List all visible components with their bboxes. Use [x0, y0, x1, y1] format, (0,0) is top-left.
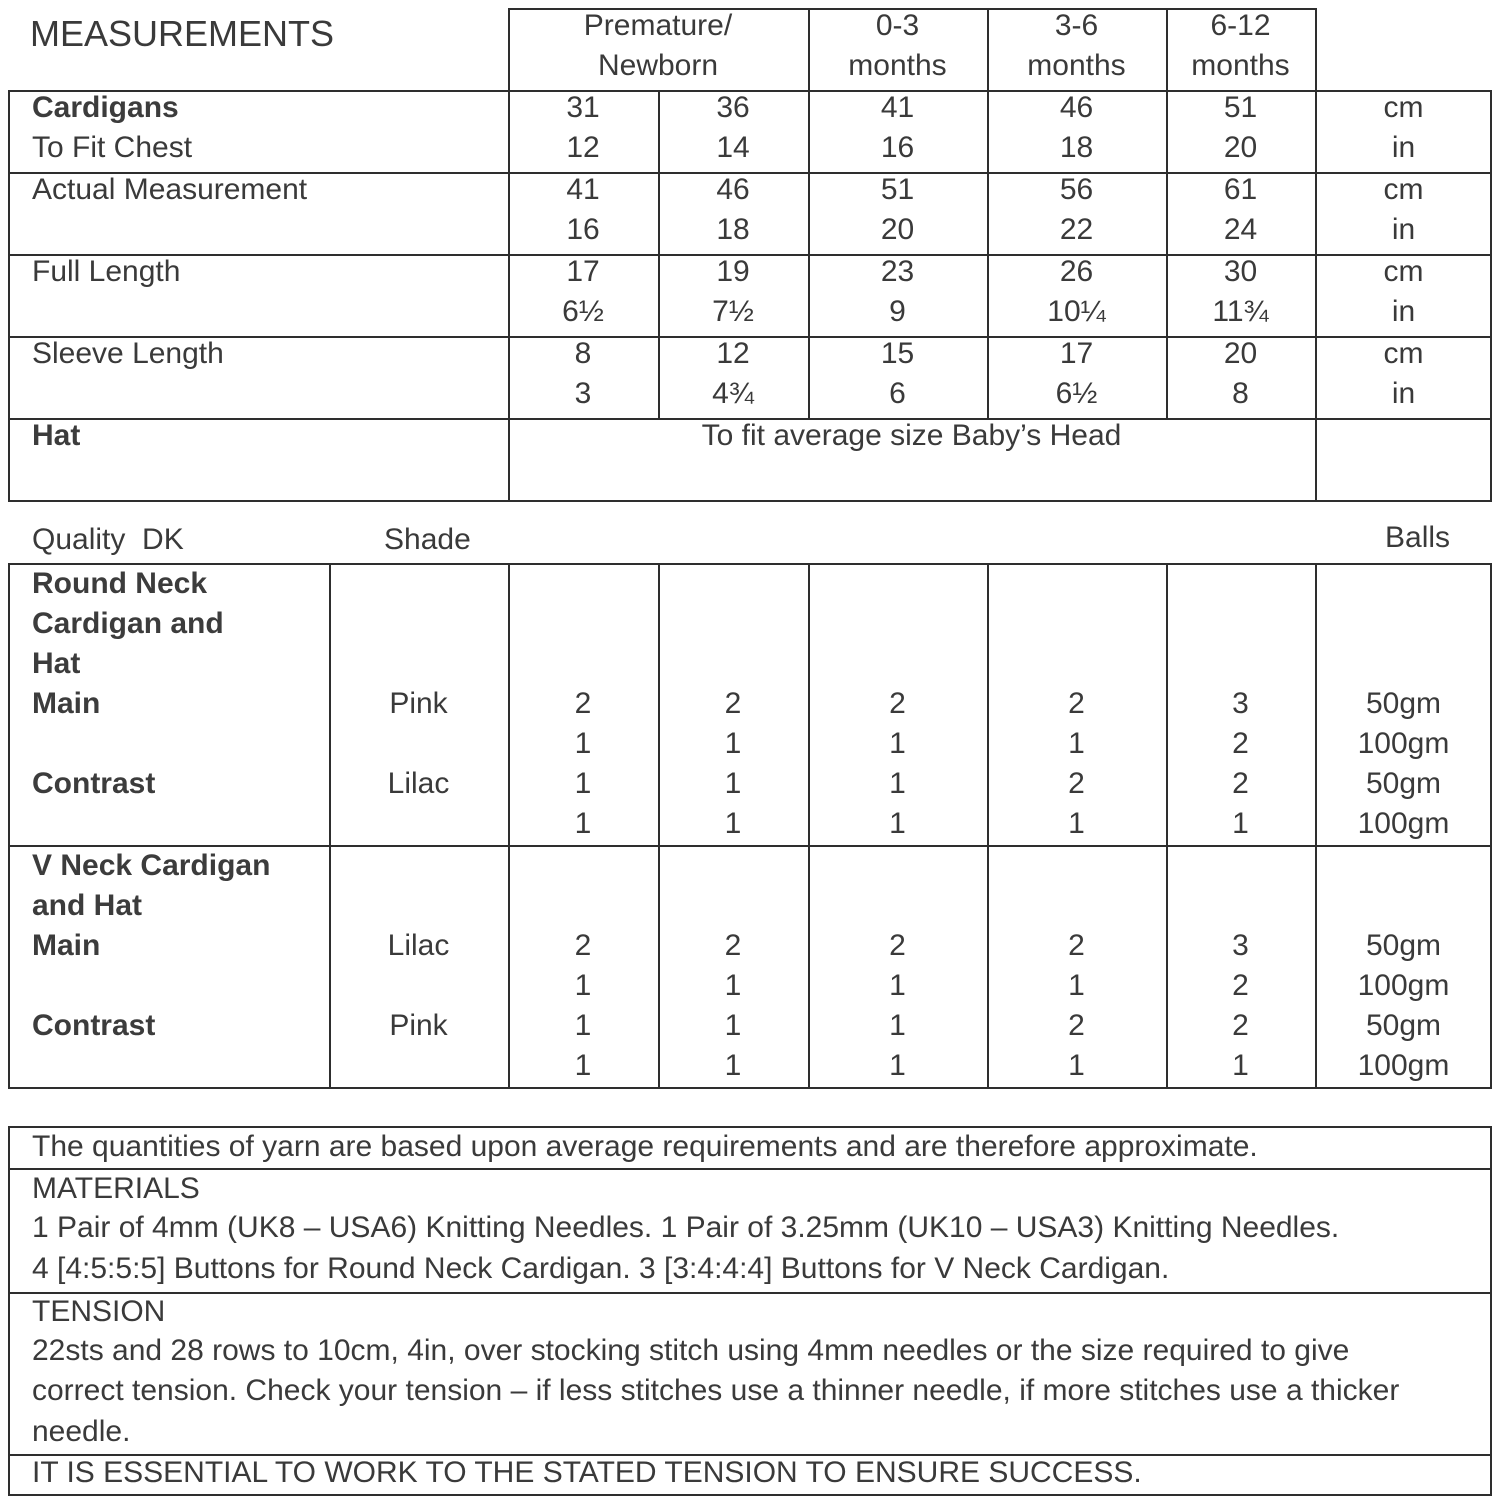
measurement-cm: 51 [1223, 91, 1258, 124]
measurement-cm: 31 [566, 91, 600, 124]
ball-count: 1 [724, 767, 742, 800]
measurement-cm: 12 [716, 337, 750, 370]
measurement-cm: 19 [716, 255, 750, 288]
materials-line: 1 Pair of 4mm (UK8 – USA6) Knitting Needles. 1 Pair of 3.25mm (UK10 – USA3) Knitting Needles. [32, 1211, 1340, 1244]
main-label: Main [32, 687, 101, 720]
section-title: and Hat [32, 889, 143, 922]
measurement-cm: 20 [1223, 337, 1258, 370]
ball-count: 1 [889, 727, 906, 760]
ball-count: 2 [1068, 929, 1085, 962]
measurement-cm: 17 [1059, 337, 1094, 370]
ball-count: 1 [574, 767, 592, 800]
measurement-in: 18 [716, 213, 750, 246]
row-sublabel: To Fit Chest [32, 131, 193, 164]
measurement-cm: 51 [880, 173, 915, 206]
shade-label: Shade [384, 523, 471, 556]
measurement-in: 6 [889, 377, 906, 410]
measurement-in: 7½ [712, 295, 754, 328]
unit-in: in [1391, 377, 1416, 410]
essential-note: IT IS ESSENTIAL TO WORK TO THE STATED TENSION TO ENSURE SUCCESS. [32, 1456, 1142, 1489]
measurement-in: 20 [880, 213, 915, 246]
unit-in: in [1391, 131, 1416, 164]
row-label: Cardigans [32, 91, 179, 124]
ball-weight: 100gm [1357, 807, 1450, 840]
hat-text: To fit average size Baby’s Head [701, 419, 1122, 452]
size-header: Newborn [597, 49, 719, 82]
materials-title: MATERIALS [32, 1172, 200, 1205]
measurement-cm: 46 [1059, 91, 1094, 124]
section-title: Cardigan and [32, 607, 224, 640]
unit-cm: cm [1383, 255, 1424, 288]
ball-count: 1 [724, 727, 742, 760]
measurement-in: 6½ [1055, 377, 1098, 410]
ball-count: 2 [1068, 1009, 1085, 1042]
ball-count: 2 [574, 929, 592, 962]
ball-count: 1 [889, 807, 906, 840]
measurement-cm: 41 [566, 173, 600, 206]
measurement-cm: 26 [1059, 255, 1094, 288]
size-header: months [1191, 49, 1290, 82]
ball-count: 1 [1068, 1049, 1085, 1082]
main-shade: Pink [389, 687, 448, 720]
section-title: V Neck Cardigan [32, 849, 271, 882]
ball-count: 1 [574, 807, 592, 840]
ball-weight: 100gm [1357, 727, 1450, 760]
ball-count: 2 [1232, 1009, 1249, 1042]
ball-weight: 100gm [1357, 1049, 1450, 1082]
ball-count: 1 [574, 1009, 592, 1042]
ball-count: 2 [724, 687, 742, 720]
unit-cm: cm [1383, 337, 1424, 370]
measurement-in: 3 [574, 377, 592, 410]
size-header: 6-12 [1210, 9, 1271, 42]
ball-count: 1 [1068, 807, 1085, 840]
unit-in: in [1391, 295, 1416, 328]
ball-count: 1 [889, 1009, 906, 1042]
ball-count: 2 [1068, 687, 1085, 720]
measurement-in: 9 [889, 295, 906, 328]
measurement-in: 22 [1059, 213, 1094, 246]
measurement-in: 20 [1223, 131, 1258, 164]
measurement-in: 6½ [562, 295, 604, 328]
ball-count: 3 [1232, 929, 1249, 962]
ball-weight: 50gm [1365, 929, 1442, 962]
size-header: 3-6 [1054, 9, 1099, 42]
measurement-cm: 56 [1059, 173, 1094, 206]
quality-label: Quality DK [32, 523, 184, 556]
main-shade: Lilac [387, 929, 450, 962]
measurement-in: 8 [1232, 377, 1249, 410]
section-title: Hat [32, 647, 81, 680]
ball-count: 1 [889, 767, 906, 800]
size-header: 0-3 [875, 9, 920, 42]
measurement-cm: 17 [566, 255, 600, 288]
hat-label: Hat [32, 419, 81, 452]
contrast-label: Contrast [32, 1009, 156, 1042]
size-header: months [848, 49, 947, 82]
tension-title: TENSION [32, 1295, 166, 1328]
measurement-cm: 15 [880, 337, 915, 370]
measurement-in: 4¾ [712, 377, 754, 410]
approx-note: The quantities of yarn are based upon average requirements and are therefore approximate. [32, 1130, 1258, 1163]
notes-box [8, 1126, 1492, 1496]
row-label: Sleeve Length [32, 337, 224, 370]
tension-line: correct tension. Check your tension – if less stitches use a thinner needle, if more stitches use a thicker [32, 1374, 1400, 1407]
contrast-shade: Lilac [387, 767, 450, 800]
ball-count: 1 [724, 807, 742, 840]
materials-line: 4 [4:5:5:5] Buttons for Round Neck Cardigan. 3 [3:4:4:4] Buttons for V Neck Cardigan. [32, 1252, 1170, 1285]
measurement-in: 16 [880, 131, 915, 164]
tension-line: needle. [32, 1415, 131, 1448]
row-label: Actual Measurement [32, 173, 308, 206]
measurement-cm: 30 [1223, 255, 1258, 288]
ball-count: 3 [1232, 687, 1249, 720]
contrast-shade: Pink [389, 1009, 448, 1042]
ball-count: 1 [574, 727, 592, 760]
ball-count: 2 [1232, 767, 1249, 800]
main-label: Main [32, 929, 101, 962]
ball-weight: 50gm [1365, 687, 1442, 720]
ball-count: 2 [1232, 969, 1249, 1002]
measurement-in: 10¼ [1047, 295, 1106, 328]
measurement-cm: 46 [716, 173, 750, 206]
unit-cm: cm [1383, 91, 1424, 124]
size-header: months [1027, 49, 1126, 82]
unit-cm: cm [1383, 173, 1424, 206]
ball-count: 2 [1068, 767, 1085, 800]
balls-label: Balls [1385, 521, 1451, 554]
ball-count: 1 [1232, 807, 1249, 840]
row-label: Full Length [32, 255, 181, 288]
measurement-cm: 36 [716, 91, 750, 124]
measurement-in: 11¾ [1212, 295, 1269, 328]
measurements-title: MEASUREMENTS [30, 13, 335, 54]
measurement-cm: 23 [880, 255, 915, 288]
measurement-in: 16 [566, 213, 600, 246]
notes-divider [8, 1292, 1492, 1294]
ball-count: 1 [724, 1049, 742, 1082]
unit-in: in [1391, 213, 1416, 246]
ball-count: 1 [1068, 727, 1085, 760]
ball-count: 1 [889, 1049, 906, 1082]
measurement-cm: 61 [1223, 173, 1258, 206]
ball-count: 1 [574, 969, 592, 1002]
measurement-in: 14 [716, 131, 750, 164]
ball-count: 1 [1068, 969, 1085, 1002]
ball-weight: 50gm [1365, 767, 1442, 800]
tension-line: 22sts and 28 rows to 10cm, 4in, over stocking stitch using 4mm needles or the size required to give [32, 1334, 1350, 1367]
ball-count: 2 [889, 929, 906, 962]
measurement-cm: 8 [574, 337, 592, 370]
ball-count: 1 [724, 969, 742, 1002]
contrast-label: Contrast [32, 767, 156, 800]
ball-weight: 50gm [1365, 1009, 1442, 1042]
ball-count: 1 [574, 1049, 592, 1082]
measurement-in: 12 [566, 131, 600, 164]
ball-count: 2 [724, 929, 742, 962]
ball-count: 1 [1232, 1049, 1249, 1082]
section-title: Round Neck [32, 567, 208, 600]
ball-count: 1 [724, 1009, 742, 1042]
ball-weight: 100gm [1357, 969, 1450, 1002]
ball-count: 2 [1232, 727, 1249, 760]
header-divider [1315, 8, 1317, 90]
notes-divider [8, 1168, 1492, 1170]
measurement-in: 24 [1223, 213, 1258, 246]
size-header: Premature/ [583, 9, 733, 42]
measurement-cm: 41 [880, 91, 915, 124]
ball-count: 2 [889, 687, 906, 720]
ball-count: 1 [889, 969, 906, 1002]
measurement-in: 18 [1059, 131, 1094, 164]
ball-count: 2 [574, 687, 592, 720]
